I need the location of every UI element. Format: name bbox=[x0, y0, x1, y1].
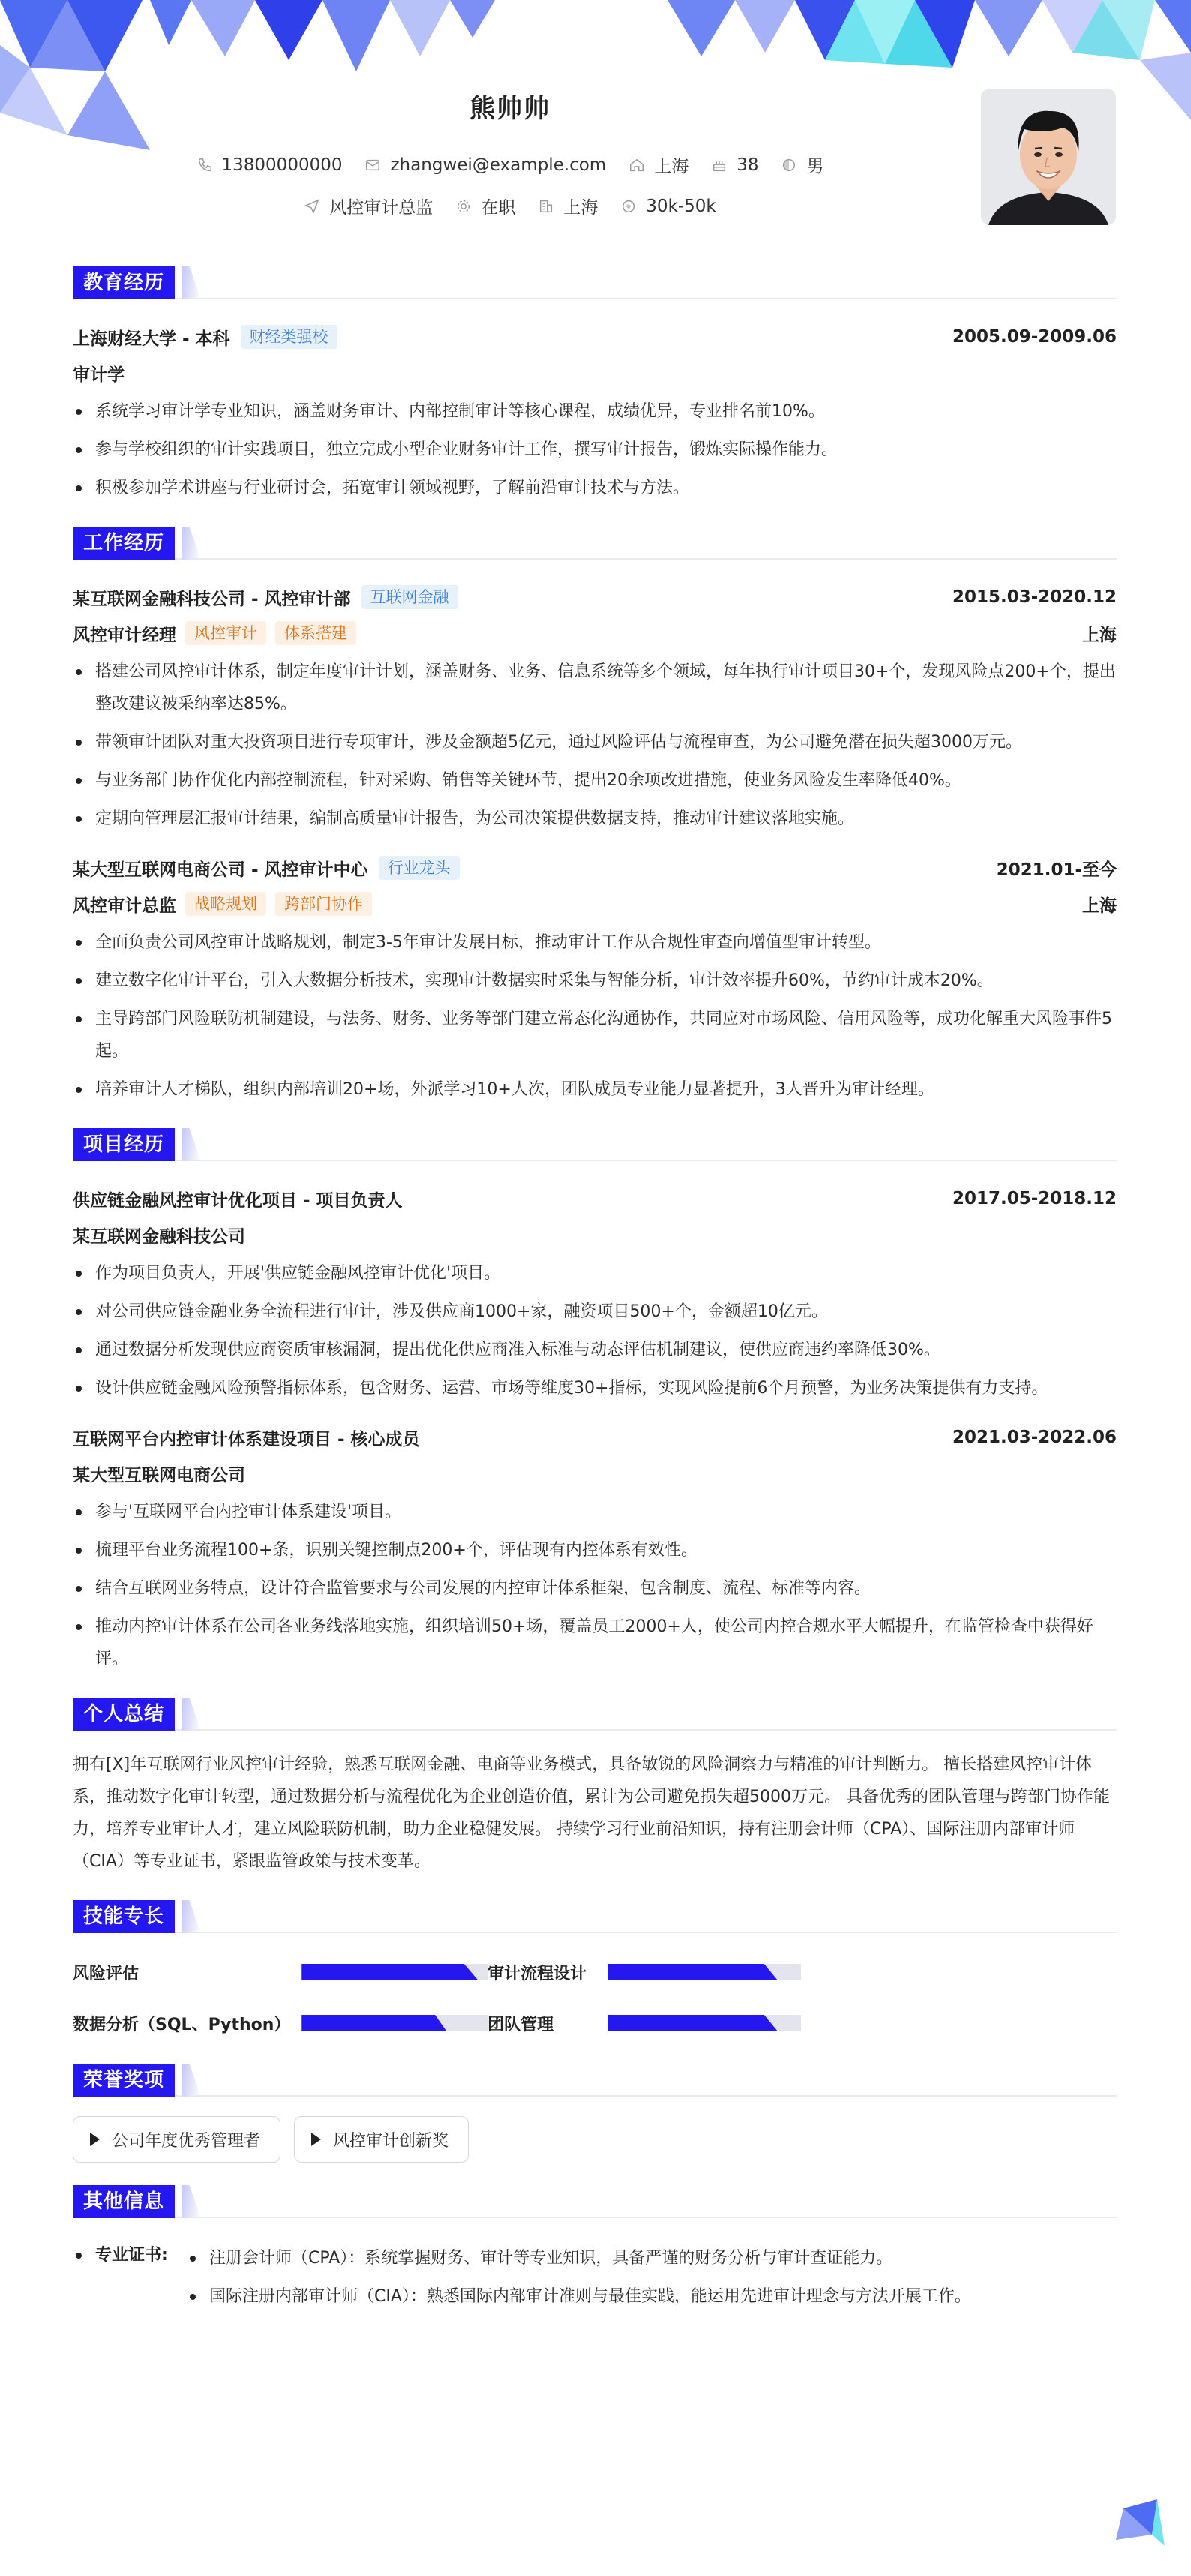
list-item: 梳理平台业务流程100+条，识别关键控制点200+个，评估现有内控体系有效性。 bbox=[73, 1534, 1117, 1566]
section-title-decoration bbox=[182, 1698, 201, 1731]
section-header bbox=[73, 2064, 1117, 2097]
skill-bar-fill bbox=[302, 2015, 446, 2031]
section-header bbox=[73, 1128, 1117, 1161]
gender-item bbox=[781, 152, 824, 177]
list-item: 注册会计师（CPA）：系统掌握财务、审计等专业知识，具备严谨的财务分析与审计查证能力。 bbox=[187, 2242, 1117, 2274]
major: 审计学 bbox=[73, 365, 124, 385]
other-section bbox=[73, 2185, 1117, 2319]
skill-bar bbox=[608, 1964, 801, 1980]
section-title: 项目经历 bbox=[73, 1128, 175, 1161]
work-city-text: 上海 bbox=[563, 198, 598, 218]
skill-bar-fill bbox=[302, 1964, 478, 1980]
coin-icon bbox=[620, 198, 637, 215]
awards-section bbox=[73, 2064, 1117, 2163]
project-date: 2021.03-2022.06 bbox=[952, 1428, 1117, 1447]
company-tag: 互联网金融 bbox=[362, 585, 458, 609]
list-item: 搭建公司风控审计体系，制定年度审计计划，涵盖财务、业务、信息系统等多个领域，每年执行审计项目30+个，发现风险点200+个，提出整改建议被采纳率达85%。 bbox=[73, 656, 1117, 720]
section-title: 其他信息 bbox=[73, 2185, 175, 2218]
list-item: 系统学习审计学专业知识，涵盖财务审计、内部控制审计等核心课程，成绩优异，专业排名前10%。 bbox=[73, 395, 1117, 428]
list-item: 建立数字化审计平台，引入大数据分析技术，实现审计数据实时采集与智能分析，审计效率提升60%，节约审计成本20%。 bbox=[73, 965, 1117, 997]
building-icon bbox=[538, 198, 554, 215]
work-section bbox=[73, 527, 1117, 1106]
work-entry bbox=[73, 581, 1117, 835]
work-city-item bbox=[538, 194, 598, 218]
play-triangle-icon bbox=[90, 2133, 100, 2146]
summary-section bbox=[73, 1698, 1117, 1878]
list-item: 培养审计人才梯队，组织内部培训20+场，外派学习10+人次，团队成员专业能力显著提升，3人晋升为审计经理。 bbox=[73, 1073, 1117, 1106]
list-item: 推动内控审计体系在公司各业务线落地实施，组织培训50+场，覆盖员工2000+人，使公司内控合规水平大幅提升，在监管检查中获得好评。 bbox=[73, 1611, 1117, 1675]
skill-bar bbox=[302, 1964, 488, 1980]
cake-icon bbox=[711, 157, 728, 173]
project-name: 供应链金融风控审计优化项目 - 项目负责人 bbox=[73, 1190, 403, 1211]
skill-item bbox=[73, 2005, 488, 2041]
send-icon bbox=[304, 198, 320, 215]
candidate-name: 熊帅帅 bbox=[470, 94, 550, 124]
project-org: 某互联网金融科技公司 bbox=[73, 1226, 245, 1247]
list-item: 对公司供应链金融业务全流程进行审计，涉及供应商1000+家，融资项目500+个，金额超10亿元。 bbox=[73, 1296, 1117, 1328]
section-header bbox=[73, 527, 1117, 560]
list-item: 国际注册内部审计师（CIA）：熟悉国际内部审计准则与最佳实践，能运用先进审计理念与方法开展工作。 bbox=[187, 2280, 1117, 2313]
section-header bbox=[73, 1698, 1117, 1731]
section-title-decoration bbox=[182, 2064, 201, 2097]
section-title: 个人总结 bbox=[73, 1698, 175, 1731]
work-date: 2015.03-2020.12 bbox=[952, 587, 1117, 607]
project-entry bbox=[73, 1421, 1117, 1675]
age-text: 38 bbox=[736, 155, 759, 175]
section-title: 教育经历 bbox=[73, 266, 175, 299]
resume-body bbox=[73, 266, 1117, 2341]
project-date: 2017.05-2018.12 bbox=[952, 1189, 1117, 1208]
corner-decoration bbox=[1108, 2493, 1168, 2553]
project-name: 互联网平台内控审计体系建设项目 - 核心成员 bbox=[73, 1429, 420, 1449]
section-header bbox=[73, 266, 1117, 299]
section-title-decoration bbox=[182, 2185, 201, 2218]
certificates-list bbox=[187, 2242, 1117, 2319]
list-item: 带领审计团队对重大投资项目进行专项审计，涉及金额超5亿元，通过风险评估与流程审查，为公司避免潜在损失超3000万元。 bbox=[73, 726, 1117, 758]
skill-name: 数据分析（SQL、Python） bbox=[73, 2015, 291, 2034]
list-item: 积极参加学术讲座与行业研讨会，拓宽审计领域视野，了解前沿审计技术与方法。 bbox=[73, 472, 1117, 504]
skill-name: 风险评估 bbox=[73, 1964, 140, 1983]
list-item: 作为项目负责人，开展'供应链金融风控审计优化'项目。 bbox=[73, 1257, 1117, 1290]
education-date: 2005.09-2009.06 bbox=[952, 327, 1117, 347]
contact-row bbox=[0, 152, 1020, 177]
certificates-label: 专业证书: bbox=[73, 2239, 187, 2271]
projects-section bbox=[73, 1128, 1117, 1675]
education-entry bbox=[73, 320, 1117, 504]
section-title-decoration bbox=[182, 1128, 201, 1161]
mail-icon bbox=[364, 157, 381, 173]
list-item: 通过数据分析发现供应商资质审核漏洞，提出优化供应商准入标准与动态评估机制建议，使供应商违约率降低30%。 bbox=[73, 1334, 1117, 1366]
phone-text: 13800000000 bbox=[221, 155, 343, 175]
list-item: 主导跨部门风险联防机制建设，与法务、财务、业务等部门建立常态化沟通协作，共同应对市场风险、信用风险等，成功化解重大风险事件5起。 bbox=[73, 1003, 1117, 1067]
list-item: 结合互联网业务特点，设计符合监管要求与公司发展的内控审计体系框架，包含制度、流程、标准等内容。 bbox=[73, 1572, 1117, 1605]
summary-text: 拥有[X]年互联网行业风控审计经验，熟悉互联网金融、电商等业务模式，具备敏锐的风险洞察力与精准的审计判断力。 擅长搭建风控审计体系，推动数字化审计转型，通过数据分析与流程优化为企业创造价值，累计为公司避免损失超5000万元。 具备优秀的团队管理与跨部门协作能力，培养专业审计人才，建立风险联防机制，助力企业稳健发展。 持续学习行业前沿知识，持有注册会计师（CPA）、国际注册内部审计师（CIA）等专业证书，紧跟监管政策与技术变革。 bbox=[73, 1755, 1110, 1871]
job-row bbox=[0, 194, 1020, 218]
salary-text: 30k-50k bbox=[646, 196, 716, 216]
project-entry bbox=[73, 1182, 1117, 1404]
section-header bbox=[73, 1900, 1117, 1933]
list-item: 定期向管理层汇报审计结果，编制高质量审计报告，为公司决策提供数据支持，推动审计建议落地实施。 bbox=[73, 803, 1117, 835]
job-city: 上海 bbox=[1082, 896, 1117, 916]
skill-name: 审计流程设计 bbox=[488, 1964, 587, 1983]
award-label: 公司年度优秀管理者 bbox=[112, 2131, 261, 2151]
salary-item bbox=[620, 197, 716, 216]
education-section bbox=[73, 266, 1117, 504]
section-title-decoration bbox=[182, 266, 201, 299]
role-tag: 战略规划 bbox=[185, 892, 266, 916]
section-title-decoration bbox=[182, 1900, 201, 1933]
section-title-decoration bbox=[182, 527, 201, 560]
company-name: 某大型互联网电商公司 - 风控审计中心 bbox=[73, 860, 368, 880]
list-item: 与业务部门协作优化内部控制流程，针对采购、销售等关键环节，提出20余项改进措施，使业务风险发生率降低40%。 bbox=[73, 764, 1117, 797]
skill-item bbox=[488, 2005, 938, 2041]
work-date: 2021.01-至今 bbox=[996, 860, 1117, 880]
resume-header bbox=[0, 0, 1191, 240]
job-role: 风控审计总监 bbox=[73, 896, 176, 916]
avatar bbox=[981, 89, 1116, 225]
project-org: 某大型互联网电商公司 bbox=[73, 1465, 245, 1485]
award-label: 风控审计创新奖 bbox=[333, 2131, 449, 2151]
gender-text: 男 bbox=[806, 157, 824, 176]
position-text: 风控审计总监 bbox=[329, 198, 434, 218]
phone-icon bbox=[196, 157, 213, 173]
skill-item bbox=[73, 1954, 488, 1990]
section-title: 工作经历 bbox=[73, 527, 175, 560]
play-triangle-icon bbox=[311, 2133, 321, 2146]
phone-item bbox=[196, 155, 343, 175]
email-text: zhangwei@example.com bbox=[390, 155, 607, 175]
role-tag: 体系搭建 bbox=[275, 621, 356, 645]
status-text: 在职 bbox=[481, 198, 516, 218]
email-item bbox=[364, 155, 606, 175]
awards-list bbox=[73, 2116, 1117, 2163]
section-title: 荣誉奖项 bbox=[73, 2064, 175, 2097]
skills-section bbox=[73, 1900, 1117, 2041]
age-item bbox=[711, 155, 758, 175]
section-header bbox=[73, 2185, 1117, 2218]
skill-bar-fill bbox=[608, 2015, 778, 2031]
school-name: 上海财经大学 - 本科 bbox=[73, 329, 230, 349]
portrait-image bbox=[981, 89, 1116, 225]
skills-grid bbox=[73, 1954, 1117, 2041]
award-badge bbox=[73, 2116, 280, 2163]
company-tag: 行业龙头 bbox=[379, 856, 460, 880]
company-name: 某互联网金融科技公司 - 风控审计部 bbox=[73, 589, 351, 609]
list-item: 设计供应链金融风险预警指标体系，包含财务、运营、市场等维度30+指标，实现风险提前6个月预警，为业务决策提供有力支持。 bbox=[73, 1372, 1117, 1404]
list-item: 全面负责公司风控审计战略规划，制定3-5年审计发展目标，推动审计工作从合规性审查向增值型审计转型。 bbox=[73, 926, 1117, 959]
skill-bar-fill bbox=[608, 1964, 778, 1980]
work-entry bbox=[73, 851, 1117, 1106]
role-tag: 跨部门协作 bbox=[275, 892, 372, 916]
gender-icon bbox=[781, 157, 797, 173]
school-tag: 财经类强校 bbox=[241, 325, 338, 349]
list-item: 参与学校组织的审计实践项目，独立完成小型企业财务审计工作，撰写审计报告，锻炼实际操作能力。 bbox=[73, 434, 1117, 466]
list-item: 参与'互联网平台内控审计体系建设'项目。 bbox=[73, 1496, 1117, 1528]
job-role: 风控审计经理 bbox=[73, 625, 176, 645]
skill-bar bbox=[302, 2015, 488, 2031]
location-item bbox=[628, 152, 688, 177]
position-item bbox=[304, 194, 433, 218]
job-city: 上海 bbox=[1082, 625, 1117, 645]
location-text: 上海 bbox=[654, 157, 689, 176]
section-title: 技能专长 bbox=[73, 1900, 175, 1933]
skill-bar bbox=[608, 2015, 801, 2031]
role-tag: 风控审计 bbox=[185, 621, 266, 645]
gear-icon bbox=[455, 198, 472, 215]
skill-name: 团队管理 bbox=[488, 2015, 554, 2034]
certificates-row bbox=[73, 2239, 1117, 2319]
skill-item bbox=[488, 1954, 938, 1990]
home-icon bbox=[628, 157, 645, 173]
status-item bbox=[455, 194, 515, 218]
award-badge bbox=[294, 2116, 469, 2163]
